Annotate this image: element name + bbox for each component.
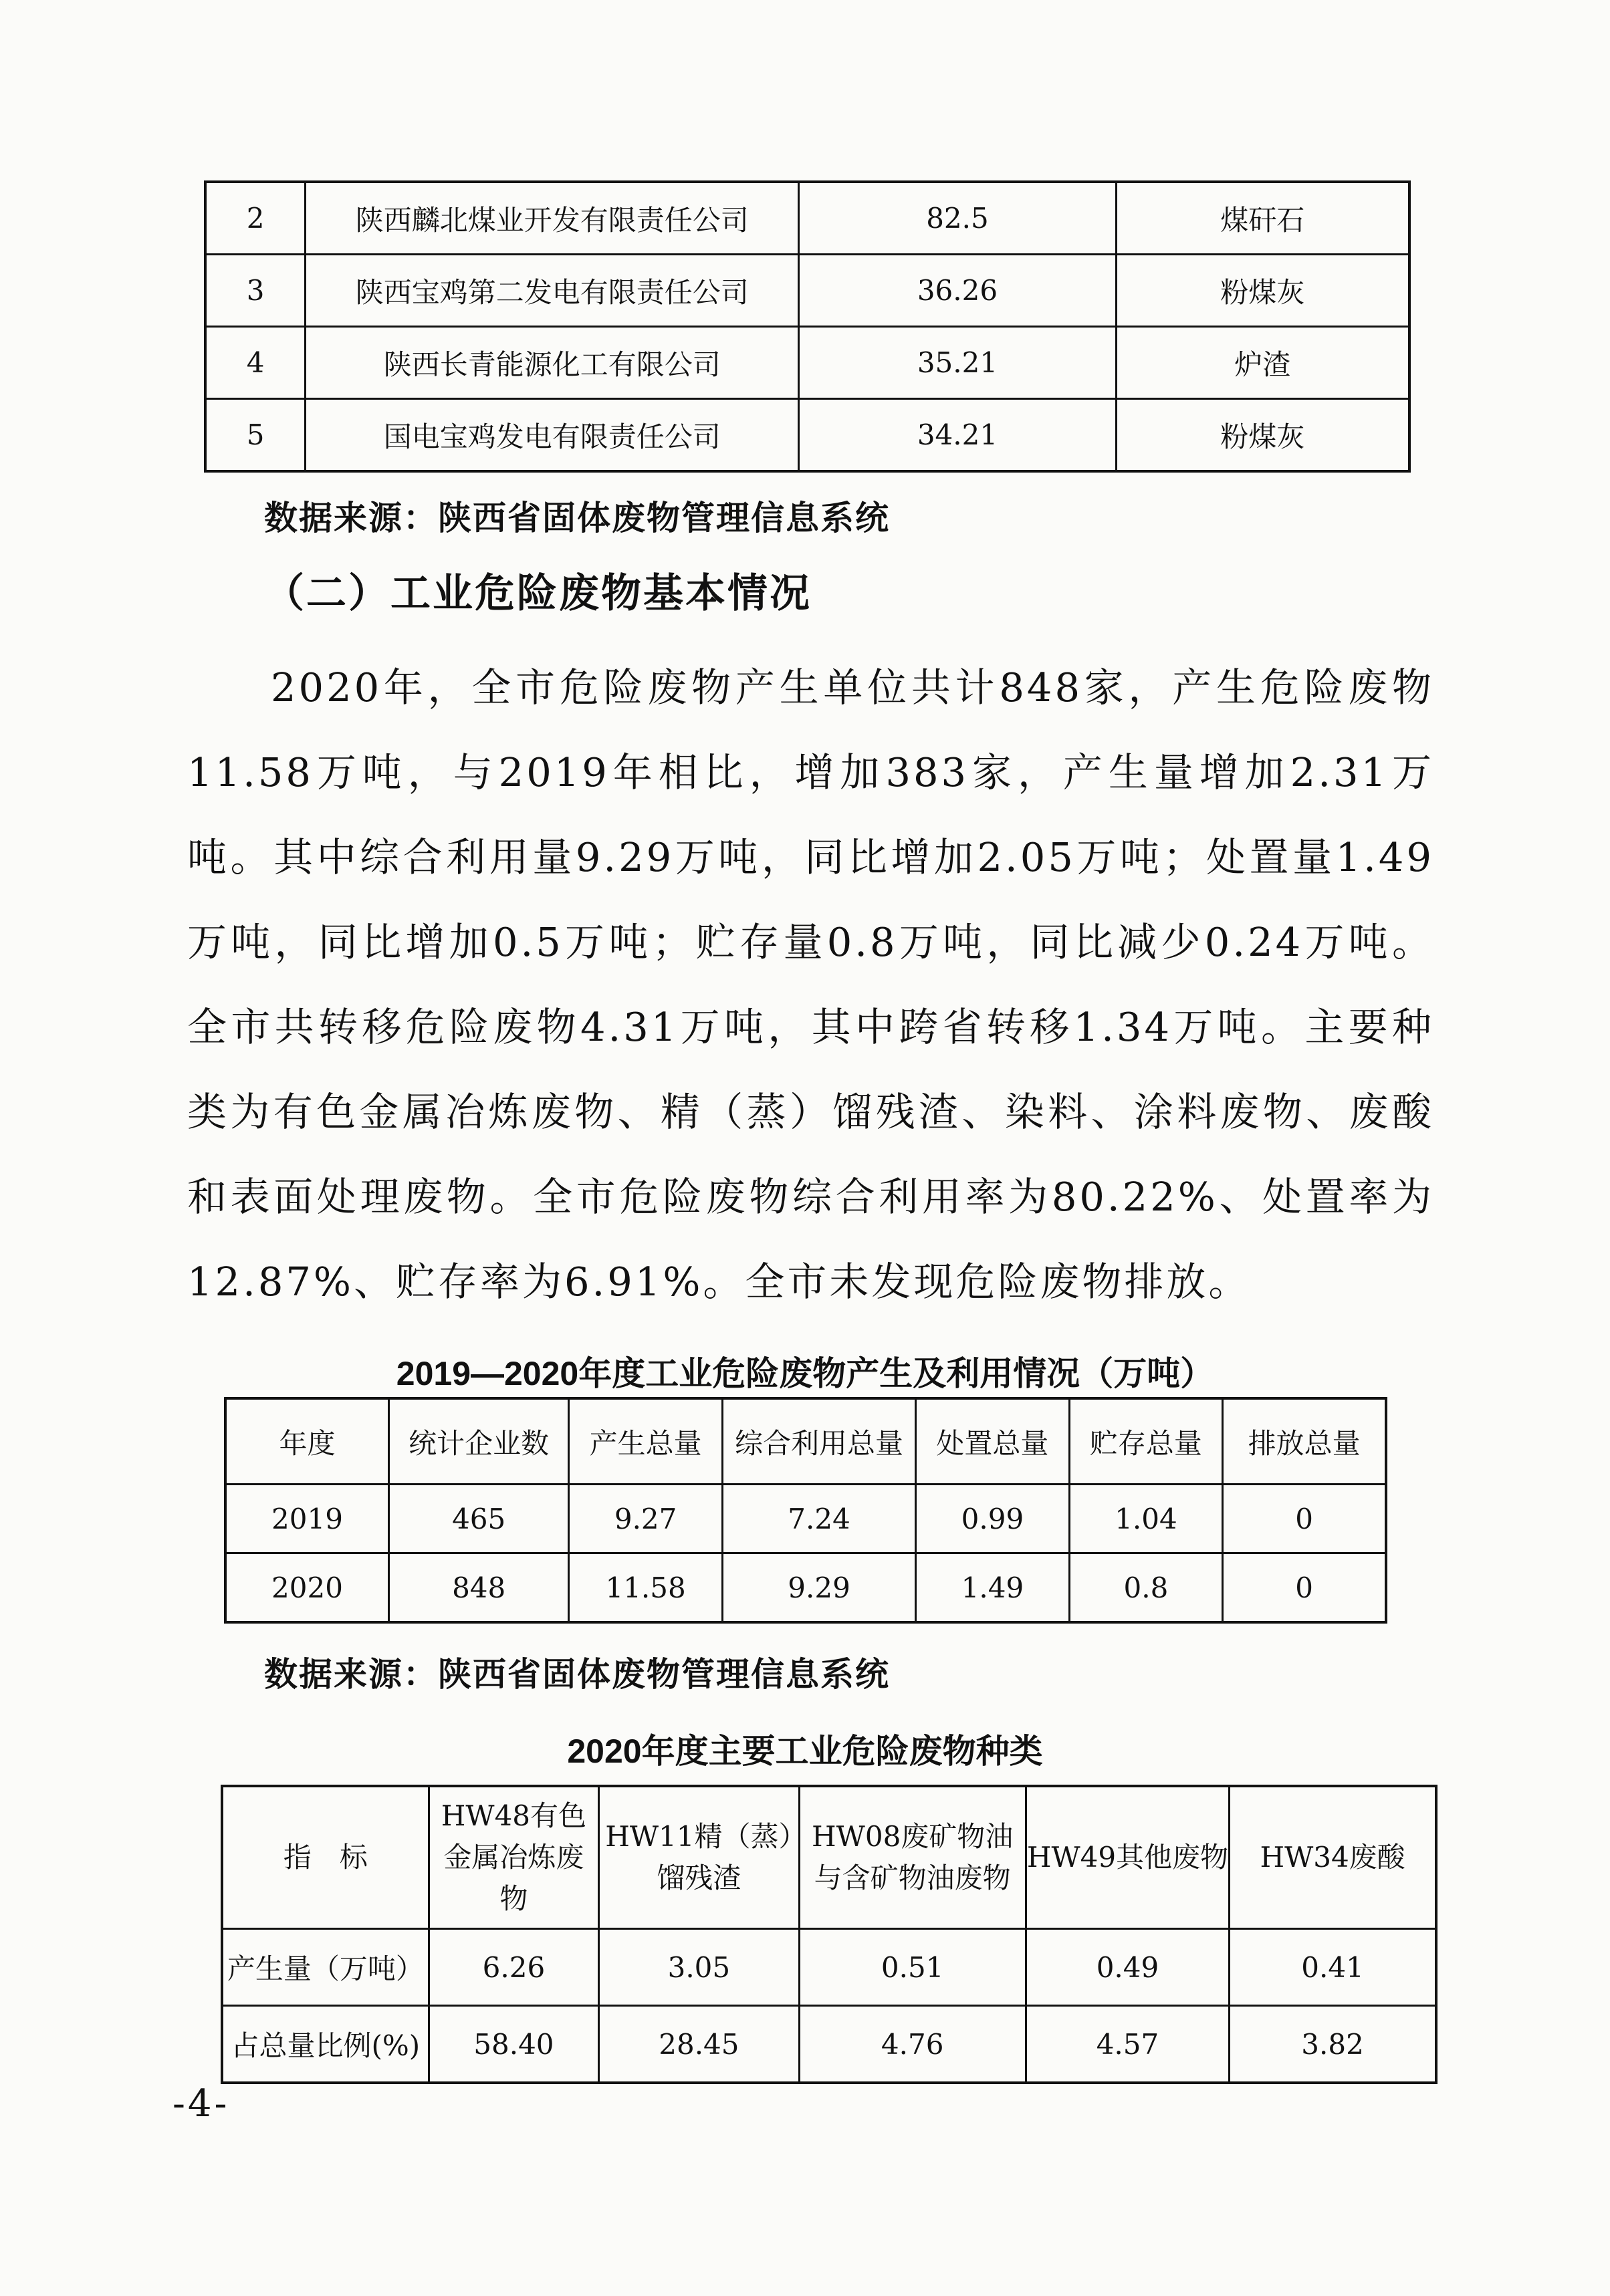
waste-type: 粉煤灰 — [1116, 399, 1409, 472]
row-number: 5 — [205, 399, 306, 472]
amount-value: 82.5 — [799, 182, 1116, 255]
waste-type: 粉煤灰 — [1116, 255, 1409, 327]
table-cell: 0.49 — [1026, 1929, 1229, 2006]
table-cell: 3.82 — [1230, 2006, 1436, 2083]
table-cell: 3.05 — [599, 1929, 799, 2006]
column-header: 贮存总量 — [1069, 1398, 1223, 1485]
table-cell: 465 — [389, 1485, 569, 1553]
table-row — [222, 1929, 1436, 2006]
table-row — [205, 255, 1409, 327]
table-row — [205, 182, 1409, 255]
row-number: 3 — [205, 255, 306, 327]
waste-types-table — [221, 1785, 1438, 2084]
table-cell: 0.51 — [799, 1929, 1026, 2006]
body-paragraph — [187, 645, 1434, 1324]
table-cell: 1.49 — [916, 1553, 1070, 1623]
row-number: 2 — [205, 182, 306, 255]
page-number: -4- — [172, 2082, 230, 2126]
table-cell: 产生量（万吨） — [222, 1929, 429, 2006]
table-cell: 848 — [389, 1553, 569, 1623]
column-header: 统计企业数 — [389, 1398, 569, 1485]
row-number: 4 — [205, 327, 306, 399]
table-cell: 0.99 — [916, 1485, 1070, 1553]
data-source-note: 数据来源：陕西省固体废物管理信息系统 — [264, 499, 890, 537]
amount-value: 36.26 — [799, 255, 1116, 327]
column-header: 指 标 — [222, 1786, 429, 1929]
data-source-note: 数据来源：陕西省固体废物管理信息系统 — [264, 1655, 890, 1694]
column-header: HW11精（蒸）馏残渣 — [599, 1786, 799, 1929]
table-cell: 0 — [1223, 1485, 1386, 1553]
table-caption-types: 2020年度主要工业危险废物种类 — [567, 1733, 1043, 1770]
paragraph-text: 2020年，全市危险废物产生单位共计848家，产生危险废物11.58万吨，与2019年相比，增加383家，产生量增加2.31万吨。其中综合利用量9.29万吨，同比增加2.05万吨；处置量1.49万吨，同比增加0.5万吨；贮存量0.8万吨，同比减少0.24万吨。全市共转移危险废物4.31万吨，其中跨省转移1.34万吨。主要种类为有色金属冶炼废物、精（蒸）馏残渣、染料、涂料废物、废酸和表面处理废物。全市危险废物综合利用率为80.22%、处置率为12.87%、贮存率为6.91%。全市未发现危险废物排放。 — [187, 664, 1434, 1305]
table-cell: 9.29 — [722, 1553, 915, 1623]
table-row — [225, 1553, 1386, 1623]
company-name: 陕西宝鸡第二发电有限责任公司 — [306, 255, 799, 327]
column-header: HW34废酸 — [1230, 1786, 1436, 1929]
production-utilization-table — [224, 1397, 1387, 1624]
table-row — [205, 399, 1409, 472]
table-cell: 4.57 — [1026, 2006, 1229, 2083]
column-header: 综合利用总量 — [722, 1398, 915, 1485]
amount-value: 34.21 — [799, 399, 1116, 472]
table-cell: 11.58 — [569, 1553, 723, 1623]
table-cell: 占总量比例(%) — [222, 2006, 429, 2083]
company-name: 陕西麟北煤业开发有限责任公司 — [306, 182, 799, 255]
table-cell: 7.24 — [722, 1485, 915, 1553]
table-cell: 9.27 — [569, 1485, 723, 1553]
column-header: 处置总量 — [916, 1398, 1070, 1485]
table-cell: 58.40 — [429, 2006, 599, 2083]
table-row — [225, 1485, 1386, 1553]
waste-type: 炉渣 — [1116, 327, 1409, 399]
column-header: 年度 — [225, 1398, 389, 1485]
table-cell: 2019 — [225, 1485, 389, 1553]
table-cell: 0 — [1223, 1553, 1386, 1623]
section-heading: （二）工业危险废物基本情况 — [264, 570, 812, 617]
enterprise-continuation-table — [204, 180, 1411, 473]
column-header: HW48有色金属冶炼废物 — [429, 1786, 599, 1929]
table-cell: 1.04 — [1069, 1485, 1223, 1553]
table-header-row — [222, 1786, 1436, 1929]
table-row — [222, 2006, 1436, 2083]
table-caption-production: 2019—2020年度工业危险废物产生及利用情况（万吨） — [396, 1355, 1214, 1392]
table-cell: 2020 — [225, 1553, 389, 1623]
table-cell: 0.8 — [1069, 1553, 1223, 1623]
table-cell: 6.26 — [429, 1929, 599, 2006]
company-name: 国电宝鸡发电有限责任公司 — [306, 399, 799, 472]
waste-type: 煤矸石 — [1116, 182, 1409, 255]
amount-value: 35.21 — [799, 327, 1116, 399]
column-header: 产生总量 — [569, 1398, 723, 1485]
table-row — [205, 327, 1409, 399]
column-header: 排放总量 — [1223, 1398, 1386, 1485]
table-cell: 4.76 — [799, 2006, 1026, 2083]
column-header: HW08废矿物油与含矿物油废物 — [799, 1786, 1026, 1929]
company-name: 陕西长青能源化工有限公司 — [306, 327, 799, 399]
table-cell: 0.41 — [1230, 1929, 1436, 2006]
table-header-row — [225, 1398, 1386, 1485]
column-header: HW49其他废物 — [1026, 1786, 1229, 1929]
table-cell: 28.45 — [599, 2006, 799, 2083]
